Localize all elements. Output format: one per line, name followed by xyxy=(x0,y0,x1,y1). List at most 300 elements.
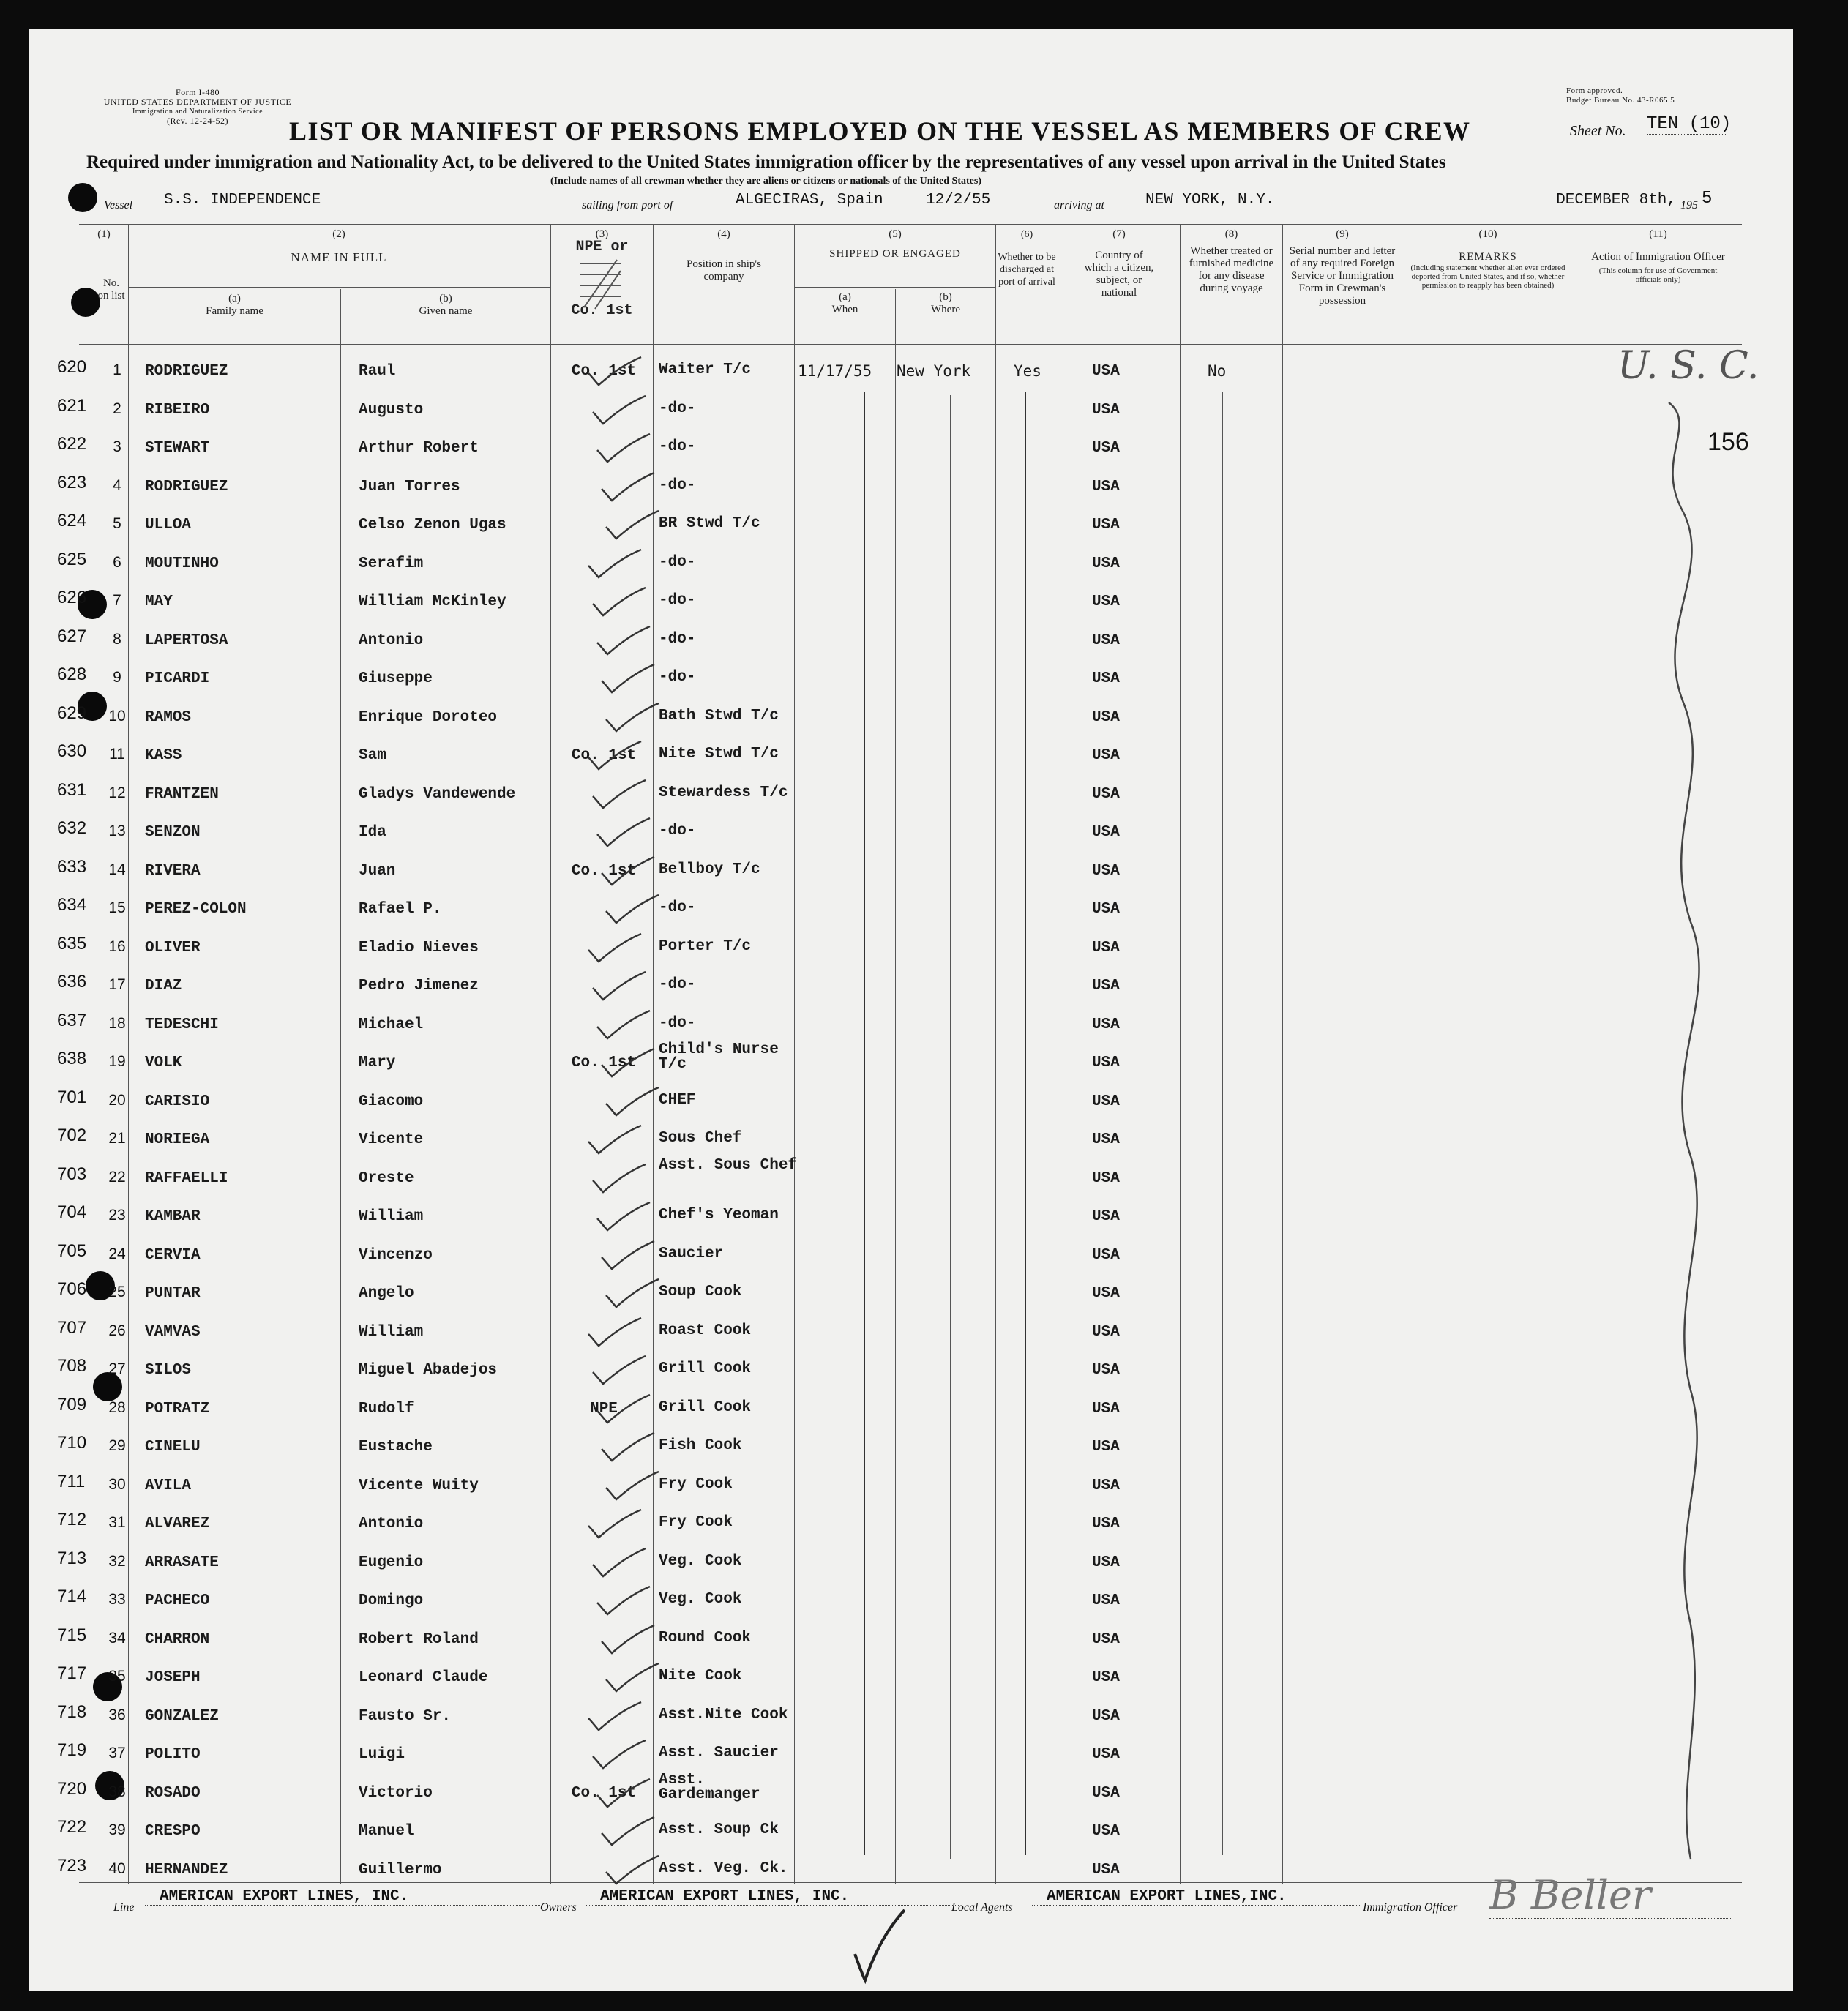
col-action-header: (11) Action of Immigration Officer (This column for use of Government officials only) xyxy=(1591,228,1725,284)
approval-line: Form approved. xyxy=(1566,86,1623,95)
crew-country: USA xyxy=(1092,1208,1120,1225)
check-mark-icon xyxy=(594,1584,653,1620)
crew-npe-status: Co. 1st xyxy=(571,1055,637,1071)
crew-country: USA xyxy=(1092,1400,1120,1418)
crew-row-number: 23 xyxy=(108,1207,126,1224)
crew-family-name: ROSADO xyxy=(145,1784,201,1802)
crew-row-number: 11 xyxy=(109,746,125,763)
crew-npe-status: NPE xyxy=(590,1400,618,1418)
crew-position: Porter T/c xyxy=(659,937,752,955)
crew-family-name: JOSEPH xyxy=(145,1669,201,1686)
crew-list-id: 712 xyxy=(57,1510,87,1529)
check-mark-icon xyxy=(586,1507,644,1543)
crew-country: USA xyxy=(1092,824,1120,841)
crew-position: -do- xyxy=(659,669,696,686)
crew-list-id: 623 xyxy=(57,472,87,493)
crew-position: Asst. Gardemanger xyxy=(659,1771,760,1803)
check-mark-icon xyxy=(599,854,657,891)
crew-list-id: 629 xyxy=(57,703,87,723)
check-mark-icon xyxy=(594,1199,653,1236)
crew-position: Bellboy T/c xyxy=(659,861,760,878)
crew-given-name: Eladio Nieves xyxy=(359,939,479,956)
crew-country: USA xyxy=(1092,785,1120,803)
footer-line-value: AMERICAN EXPORT LINES, INC. xyxy=(145,1888,540,1906)
crew-row-number: 18 xyxy=(108,1014,126,1032)
arrival-date: DECEMBER 8th, xyxy=(1500,192,1676,209)
check-mark-icon xyxy=(599,470,657,506)
crew-position: Round Cook xyxy=(659,1629,752,1647)
crew-given-name: Arthur Robert xyxy=(359,440,479,457)
col-remarks-header: (10) REMARKS (Including statement whether alien ever ordered deported from United States, and if so, whether permission to reapply has been obtained) xyxy=(1410,228,1565,290)
col-serial-header: (9) Serial number and letter of any required Foreign Service or Immigration Form in Crewman's possession xyxy=(1289,228,1396,307)
col-given-header: (b) Given name xyxy=(419,293,473,317)
crew-list-id: 627 xyxy=(57,626,87,646)
crew-country: USA xyxy=(1092,632,1120,649)
crew-list-id: 621 xyxy=(57,395,87,416)
check-mark-icon xyxy=(590,585,648,621)
crew-row-number: 38 xyxy=(108,1783,126,1800)
form-subtitle: Required under immigration and Nationality Act, to be delivered to the United States immigration officer by the representatives of any vessel upon arrival in the United States xyxy=(86,152,1446,172)
crew-row-number: 21 xyxy=(108,1130,126,1147)
crew-row-number: 12 xyxy=(108,784,126,801)
crew-family-name: GONZALEZ xyxy=(145,1707,219,1725)
crew-given-name: Angelo xyxy=(359,1285,414,1302)
year-suffix: 5 xyxy=(1702,189,1713,209)
crew-given-name: Michael xyxy=(359,1016,424,1033)
crew-country: USA xyxy=(1092,901,1120,918)
check-mark-icon xyxy=(599,1622,657,1659)
vessel-label: Vessel xyxy=(104,199,133,211)
arriving-label: arriving at xyxy=(1054,199,1104,211)
crew-row-number: 39 xyxy=(108,1821,126,1838)
check-mark-icon xyxy=(594,1008,653,1044)
crew-npe-status: Co. 1st xyxy=(571,1784,637,1802)
page-title: LIST OR MANIFEST OF PERSONS EMPLOYED ON THE VESSEL AS MEMBERS OF CREW xyxy=(289,116,1471,146)
crew-family-name: RODRIGUEZ xyxy=(145,478,228,495)
bottom-check-mark xyxy=(849,1903,908,1991)
crew-list-id: 626 xyxy=(57,588,87,607)
crew-row-number: 24 xyxy=(108,1245,126,1262)
crew-country: USA xyxy=(1092,363,1120,380)
crew-row-number: 34 xyxy=(108,1629,126,1647)
check-mark-icon xyxy=(590,1161,648,1198)
footer-agents-label: Local Agents xyxy=(951,1901,1013,1914)
crew-list-id: 708 xyxy=(57,1356,87,1376)
crew-family-name: VAMVAS xyxy=(145,1323,201,1341)
check-mark-icon xyxy=(594,623,653,660)
crew-position: -do- xyxy=(659,476,696,494)
crew-given-name: Sam xyxy=(359,747,386,764)
sheet-number: TEN (10) xyxy=(1647,114,1732,134)
crew-family-name: ULLOA xyxy=(145,517,192,533)
crew-row-number: 29 xyxy=(108,1437,126,1454)
crew-row-number: 4 xyxy=(113,476,121,494)
crew-family-name: PICARDI xyxy=(145,670,210,687)
crew-given-name: Raul xyxy=(359,363,396,380)
crew-country: USA xyxy=(1092,1323,1120,1341)
crew-family-name: PEREZ-COLON xyxy=(145,901,247,918)
crew-row-number: 1 xyxy=(113,362,121,378)
crew-country: USA xyxy=(1092,1516,1120,1532)
check-mark-icon xyxy=(586,931,644,967)
crew-country: USA xyxy=(1092,1169,1120,1187)
crew-given-name: Rudolf xyxy=(359,1400,414,1418)
check-mark-icon xyxy=(586,1123,644,1159)
crew-list-id: 717 xyxy=(57,1663,87,1683)
crew-position: -do- xyxy=(659,438,696,455)
crew-country: USA xyxy=(1092,1823,1120,1840)
crew-country: USA xyxy=(1092,1362,1120,1379)
crew-row-number: 32 xyxy=(108,1552,126,1570)
npe-crossout-marks xyxy=(577,256,628,315)
check-mark-icon xyxy=(603,1085,662,1121)
crew-family-name: ARRASATE xyxy=(145,1554,219,1571)
check-mark-icon xyxy=(594,1392,653,1428)
crew-list-id: 720 xyxy=(57,1778,87,1799)
crew-family-name: VOLK xyxy=(145,1055,182,1071)
form-revision: (Rev. 12-24-52) xyxy=(166,116,229,126)
crew-family-name: NORIEGA xyxy=(145,1131,210,1148)
footer-officer-label: Immigration Officer xyxy=(1363,1901,1458,1914)
crew-position: Asst. Veg. Ck. xyxy=(659,1860,788,1877)
crew-family-name: POTRATZ xyxy=(145,1400,210,1418)
crew-country: USA xyxy=(1092,708,1120,726)
crew-country: USA xyxy=(1092,555,1120,572)
crew-row-number: 22 xyxy=(108,1168,126,1186)
crew-position: Fish Cook xyxy=(659,1437,742,1454)
form-dept-block xyxy=(81,88,315,126)
crew-row-number: 40 xyxy=(108,1860,126,1877)
crew-family-name: FRANTZEN xyxy=(145,785,219,803)
check-mark-icon xyxy=(599,662,657,698)
crew-country: USA xyxy=(1092,1477,1120,1494)
crew-family-name: RIVERA xyxy=(145,862,201,880)
crew-given-name: Guillermo xyxy=(359,1861,442,1879)
crew-family-name: RAFFAELLI xyxy=(145,1169,228,1187)
crew-position: Veg. Cook xyxy=(659,1552,742,1570)
crew-country: USA xyxy=(1092,747,1120,764)
crew-position: Roast Cook xyxy=(659,1322,752,1339)
crew-list-id: 701 xyxy=(57,1087,87,1107)
crew-family-name: TEDESCHI xyxy=(145,1016,219,1033)
crew-given-name: William xyxy=(359,1323,424,1341)
crew-list-id: 714 xyxy=(57,1587,87,1606)
crew-list-id: 632 xyxy=(57,818,87,838)
check-mark-icon xyxy=(603,1853,662,1890)
crew-given-name: Serafim xyxy=(359,555,424,572)
col-country-header: (7) Country of which a citizen, subject, or national xyxy=(1084,228,1154,299)
crew-given-name: Celso Zenon Ugas xyxy=(359,517,506,533)
crew-given-name: Rafael P. xyxy=(359,901,442,918)
year-prefix: 195 xyxy=(1680,199,1698,211)
crew-row-number: 15 xyxy=(108,899,126,916)
crew-country: USA xyxy=(1092,1861,1120,1879)
crew-row-number: 3 xyxy=(113,438,121,455)
crew-list-id: 631 xyxy=(57,779,87,800)
crew-given-name: Juan Torres xyxy=(359,478,460,495)
crew-country: USA xyxy=(1092,440,1120,457)
crew-family-name: SILOS xyxy=(145,1362,192,1379)
crew-position: -do- xyxy=(659,899,696,916)
crew-country: USA xyxy=(1092,1439,1120,1456)
crew-row-number: 13 xyxy=(108,823,126,839)
crew-position: Saucier xyxy=(659,1245,724,1262)
crew-country: USA xyxy=(1092,670,1120,687)
sailing-label: sailing from port of xyxy=(582,199,673,211)
crew-family-name: CINELU xyxy=(145,1439,201,1456)
crew-given-name: Eustache xyxy=(359,1439,433,1456)
crew-row-number: 17 xyxy=(108,976,126,993)
crew-list-id: 719 xyxy=(57,1740,87,1760)
crew-list-id: 711 xyxy=(57,1471,86,1491)
footer-owners-value: AMERICAN EXPORT LINES, INC. xyxy=(586,1888,959,1906)
arriving-port: NEW YORK, N.Y. xyxy=(1145,192,1497,209)
crew-country: USA xyxy=(1092,1592,1120,1609)
crew-position: Chef's Yeoman xyxy=(659,1207,779,1224)
crew-family-name: ALVAREZ xyxy=(145,1516,210,1532)
discharged-value: Yes xyxy=(1014,362,1041,380)
col-position-header: (4) Position in ship's company xyxy=(687,228,761,282)
crew-list-id: 624 xyxy=(57,511,87,531)
ditto-line-when xyxy=(864,392,865,1855)
check-mark-icon xyxy=(599,1814,657,1851)
crew-row-number: 14 xyxy=(108,861,126,878)
shipped-where: New York xyxy=(897,362,971,380)
crew-given-name: Luigi xyxy=(359,1746,405,1763)
sailing-date: 12/2/55 xyxy=(926,192,991,209)
crew-row-number: 2 xyxy=(113,400,121,417)
crew-position: Child's Nurse T/c xyxy=(659,1041,779,1073)
crew-list-id: 723 xyxy=(57,1855,87,1876)
crew-family-name: LAPERTOSA xyxy=(145,632,228,649)
crew-family-name: STEWART xyxy=(145,440,210,457)
crew-row-number: 7 xyxy=(113,592,121,609)
check-mark-icon xyxy=(590,969,648,1006)
crew-given-name: Pedro Jimenez xyxy=(359,978,479,995)
crew-given-name: Oreste xyxy=(359,1169,414,1187)
crew-given-name: Domingo xyxy=(359,1592,424,1609)
crew-position: -do- xyxy=(659,553,696,571)
crew-country: USA xyxy=(1092,1055,1120,1071)
crew-family-name: RODRIGUEZ xyxy=(145,363,228,380)
check-mark-icon xyxy=(599,1430,657,1467)
crew-country: USA xyxy=(1092,1016,1120,1033)
check-mark-icon xyxy=(590,1353,648,1390)
form-number: Form I-480 xyxy=(176,87,220,97)
crew-row-number: 30 xyxy=(108,1475,126,1493)
crew-list-id: 638 xyxy=(57,1049,87,1068)
crew-row-number: 36 xyxy=(108,1706,126,1723)
crew-list-id: 709 xyxy=(57,1394,87,1415)
crew-family-name: AVILA xyxy=(145,1477,192,1494)
ditto-line-discharged xyxy=(1025,392,1026,1855)
check-mark-icon xyxy=(586,1699,644,1736)
crew-given-name: Antonio xyxy=(359,632,424,649)
footer-agents-value: AMERICAN EXPORT LINES,INC. xyxy=(1032,1888,1361,1906)
crew-country: USA xyxy=(1092,1630,1120,1648)
crew-family-name: KAMBAR xyxy=(145,1208,201,1225)
crew-family-name: DIAZ xyxy=(145,978,182,995)
crew-country: USA xyxy=(1092,1554,1120,1571)
crew-given-name: Vincenzo xyxy=(359,1246,433,1264)
crew-given-name: Ida xyxy=(359,824,386,841)
crew-family-name: POLITO xyxy=(145,1746,201,1763)
crew-given-name: Vicente xyxy=(359,1131,424,1148)
crew-list-id: 634 xyxy=(57,895,87,915)
crew-given-name: William xyxy=(359,1208,424,1225)
col-no-header: (1) No. on list xyxy=(97,228,125,302)
crew-list-id: 722 xyxy=(57,1817,87,1837)
crew-position: -do- xyxy=(659,592,696,609)
crew-list-id: 628 xyxy=(57,664,87,684)
crew-row-number: 27 xyxy=(108,1360,126,1377)
sailing-date-underline xyxy=(904,193,1050,211)
footer-owners-label: Owners xyxy=(540,1901,577,1914)
crew-row-number: 35 xyxy=(108,1668,126,1685)
crew-family-name: MAY xyxy=(145,593,173,610)
crew-position: CHEF xyxy=(659,1091,696,1109)
crew-given-name: Manuel xyxy=(359,1823,414,1840)
check-mark-icon xyxy=(594,815,653,852)
crew-list-id: 630 xyxy=(57,741,87,761)
footer-line-label: Line xyxy=(113,1901,135,1914)
crew-country: USA xyxy=(1092,1669,1120,1686)
check-mark-icon xyxy=(599,1046,657,1082)
crew-family-name: HERNANDEZ xyxy=(145,1861,228,1879)
margin-wavy-line xyxy=(1639,395,1727,1888)
crew-family-name: CERVIA xyxy=(145,1246,201,1264)
check-mark-icon xyxy=(586,354,644,391)
crew-list-id: 710 xyxy=(57,1433,87,1453)
crew-country: USA xyxy=(1092,1285,1120,1302)
crew-given-name: Victorio xyxy=(359,1784,433,1802)
crew-row-number: 5 xyxy=(113,515,121,532)
crew-given-name: Miguel Abadejos xyxy=(359,1362,498,1379)
crew-given-name: Robert Roland xyxy=(359,1630,479,1648)
check-mark-icon xyxy=(599,1238,657,1275)
ditto-line-where xyxy=(950,395,951,1859)
crew-family-name: OLIVER xyxy=(145,939,201,956)
crew-position: Nite Stwd T/c xyxy=(659,746,779,763)
crew-row-number: 9 xyxy=(113,669,121,686)
check-mark-icon xyxy=(603,1276,662,1313)
check-mark-icon xyxy=(590,1737,648,1774)
col-family-header: (a) Family name xyxy=(206,293,263,317)
col-name-header: (2) NAME IN FULL xyxy=(291,228,387,264)
medicine-value: No xyxy=(1208,362,1227,380)
crew-given-name: Enrique Doroteo xyxy=(359,708,498,726)
crew-family-name: PACHECO xyxy=(145,1592,210,1609)
check-mark-icon xyxy=(603,700,662,737)
crew-country: USA xyxy=(1092,862,1120,880)
col-discharged-header: (6) Whether to be discharged at port of arrival xyxy=(998,229,1056,288)
crew-country: USA xyxy=(1092,1784,1120,1802)
crew-list-id: 715 xyxy=(57,1625,87,1645)
include-note: (Include names of all crewman whether they are aliens or citizens or nationals of the United States) xyxy=(550,176,981,187)
crew-npe-status: Co. 1st xyxy=(571,862,637,880)
col-npe-header: (3) NPE or Co. 1st xyxy=(571,228,633,319)
crew-list-id: 705 xyxy=(57,1240,87,1261)
crew-country: USA xyxy=(1092,939,1120,956)
crew-given-name: Gladys Vandewende xyxy=(359,785,516,803)
crew-position: Asst. Soup Ck xyxy=(659,1821,779,1838)
crew-list-id: 622 xyxy=(57,434,87,454)
col-shipped-header: (5) SHIPPED OR ENGAGED xyxy=(829,228,961,260)
crew-given-name: Augusto xyxy=(359,401,424,419)
budget-approval xyxy=(1566,86,1675,105)
budget-bureau-no: Budget Bureau No. 43-R065.5 xyxy=(1566,96,1675,105)
crew-position: Bath Stwd T/c xyxy=(659,707,779,724)
crew-row-number: 6 xyxy=(113,553,121,571)
crew-list-id: 636 xyxy=(57,972,87,992)
crew-given-name: Mary xyxy=(359,1055,396,1071)
crew-npe-status: Co. 1st xyxy=(571,363,637,380)
col-where-header: (b) Where xyxy=(931,291,960,315)
service-name: Immigration and Naturalization Service xyxy=(132,108,263,116)
crew-family-name: RAMOS xyxy=(145,708,192,726)
crew-position: Asst.Nite Cook xyxy=(659,1706,788,1723)
usc-note: U. S. C. xyxy=(1617,344,1759,388)
crew-list-id: 625 xyxy=(57,549,87,569)
crew-position: -do- xyxy=(659,976,696,993)
crew-row-number: 10 xyxy=(108,707,126,724)
crew-given-name: Leonard Claude xyxy=(359,1669,488,1686)
crew-position: Grill Cook xyxy=(659,1398,752,1416)
page-count-note: 156 xyxy=(1707,428,1749,456)
crew-country: USA xyxy=(1092,478,1120,495)
check-mark-icon xyxy=(590,777,648,814)
manifest-sheet xyxy=(29,29,1793,1991)
crew-given-name: Fausto Sr. xyxy=(359,1707,452,1725)
crew-country: USA xyxy=(1092,1131,1120,1148)
col-medicine-header: (8) Whether treated or furnished medicine for any disease during voyage xyxy=(1189,228,1274,294)
ditto-line-medicine xyxy=(1222,392,1223,1855)
crew-given-name: William McKinley xyxy=(359,593,506,610)
crew-list-id: 635 xyxy=(57,933,87,954)
crew-country: USA xyxy=(1092,593,1120,610)
crew-family-name: KASS xyxy=(145,747,182,764)
crew-row-number: 37 xyxy=(108,1745,126,1761)
crew-npe-status: Co. 1st xyxy=(571,747,637,764)
crew-position: -do- xyxy=(659,630,696,648)
crew-position: Fry Cook xyxy=(659,1514,733,1531)
crew-position: -do- xyxy=(659,823,696,839)
crew-row-number: 25 xyxy=(108,1284,126,1300)
dept-name: UNITED STATES DEPARTMENT OF JUSTICE xyxy=(103,97,292,107)
check-mark-icon xyxy=(590,393,648,430)
crew-row-number: 19 xyxy=(108,1053,126,1070)
check-mark-icon xyxy=(590,1546,648,1582)
crew-row-number: 31 xyxy=(108,1514,126,1531)
crew-family-name: CARISIO xyxy=(145,1093,210,1110)
sailing-port: ALGECIRAS, Spain xyxy=(736,192,904,209)
crew-given-name: Vicente Wuity xyxy=(359,1477,479,1494)
crew-row-number: 33 xyxy=(108,1591,126,1608)
check-mark-icon xyxy=(603,1469,662,1505)
crew-list-id: 633 xyxy=(57,856,87,877)
binder-hole xyxy=(68,183,97,212)
crew-list-id: 706 xyxy=(57,1279,87,1299)
crew-list-id: 637 xyxy=(57,1010,87,1030)
crew-given-name: Giuseppe xyxy=(359,670,433,687)
crew-family-name: CRESPO xyxy=(145,1823,201,1840)
crew-country: USA xyxy=(1092,517,1120,533)
crew-country: USA xyxy=(1092,1093,1120,1110)
crew-family-name: SENZON xyxy=(145,824,201,841)
crew-list-id: 702 xyxy=(57,1126,87,1145)
check-mark-icon xyxy=(603,1660,662,1697)
crew-list-id: 707 xyxy=(57,1317,87,1338)
